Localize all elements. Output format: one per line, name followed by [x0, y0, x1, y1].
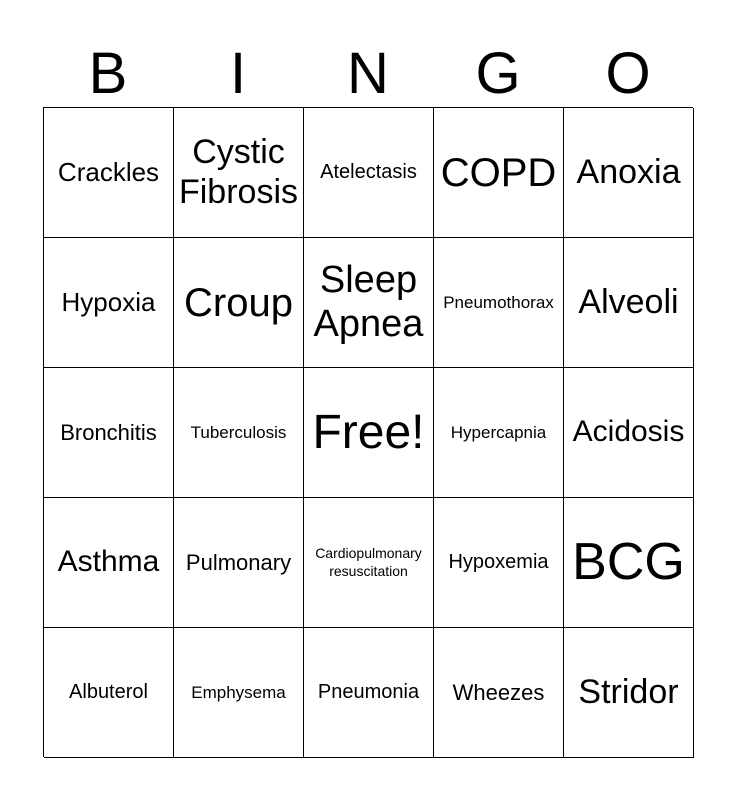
cell-label: COPD: [440, 150, 557, 195]
bingo-cell-r3-c5[interactable]: [564, 368, 694, 498]
cell-label: Hypoxia: [61, 286, 156, 317]
bingo-cell-r5-c1[interactable]: [44, 628, 174, 758]
bingo-cell-r4-c5[interactable]: [564, 498, 694, 628]
cell-label: Asthma: [57, 545, 160, 579]
cell-label: Hypoxemia: [448, 551, 549, 573]
header-letter-g: G: [475, 41, 521, 106]
bingo-cell-r5-c2[interactable]: [174, 628, 304, 758]
bingo-cell-r1-c2[interactable]: [174, 108, 304, 238]
cell-label: Alveoli: [578, 282, 679, 321]
bingo-cell-r2-c4[interactable]: [434, 238, 564, 368]
cell-label: Cystic Fibrosis: [178, 133, 299, 211]
header-letter-b: B: [88, 41, 128, 106]
bingo-cell-r2-c1[interactable]: [44, 238, 174, 368]
cell-label: Stridor: [578, 672, 679, 711]
bingo-cell-r3-c1[interactable]: [44, 368, 174, 498]
bingo-cell-r4-c3[interactable]: [304, 498, 434, 628]
cell-label: Albuterol: [69, 681, 148, 703]
cell-label: Crackles: [57, 156, 160, 187]
cell-label: Pneumonia: [317, 681, 420, 703]
cell-label: Croup: [184, 280, 293, 325]
bingo-cell-r1-c3[interactable]: [304, 108, 434, 238]
bingo-cell-r2-c2[interactable]: [174, 238, 304, 368]
bingo-cell-r2-c5[interactable]: [564, 238, 694, 368]
cell-label: Wheezes: [452, 679, 545, 705]
cell-label: Hypercapnia: [450, 422, 547, 442]
bingo-cell-r4-c1[interactable]: [44, 498, 174, 628]
cell-label: Tuberculosis: [190, 422, 287, 442]
bingo-cell-r2-c3[interactable]: [304, 238, 434, 368]
free-space-label: Free!: [312, 405, 425, 459]
header-letter-n: N: [347, 41, 389, 106]
bingo-header: [43, 40, 693, 108]
cell-label: Atelectasis: [320, 161, 417, 183]
header-letter-i: I: [229, 41, 247, 106]
cell-label: Pneumothorax: [443, 292, 554, 312]
bingo-cell-r3-c2[interactable]: [174, 368, 304, 498]
bingo-cell-r1-c5[interactable]: [564, 108, 694, 238]
header-letter-o: O: [605, 41, 651, 106]
bingo-board: [43, 107, 693, 757]
cell-label: Emphysema: [191, 682, 286, 702]
bingo-cell-r5-c5[interactable]: [564, 628, 694, 758]
bingo-cell-r5-c4[interactable]: [434, 628, 564, 758]
cell-label: Acidosis: [572, 415, 685, 449]
cell-label: Sleep Apnea: [313, 258, 424, 345]
bingo-cell-r4-c4[interactable]: [434, 498, 564, 628]
cell-label: Anoxia: [576, 152, 681, 191]
bingo-cell-r3-c4[interactable]: [434, 368, 564, 498]
bingo-cell-free[interactable]: [304, 368, 434, 498]
cell-label: Pulmonary: [185, 549, 292, 575]
bingo-cell-r1-c4[interactable]: [434, 108, 564, 238]
cell-label: BCG: [572, 532, 685, 591]
bingo-cell-r1-c1[interactable]: [44, 108, 174, 238]
bingo-cell-r5-c3[interactable]: [304, 628, 434, 758]
cell-label: Bronchitis: [60, 419, 157, 445]
cell-label: Cardiopulmonary resuscitation: [315, 545, 422, 579]
bingo-cell-r4-c2[interactable]: [174, 498, 304, 628]
